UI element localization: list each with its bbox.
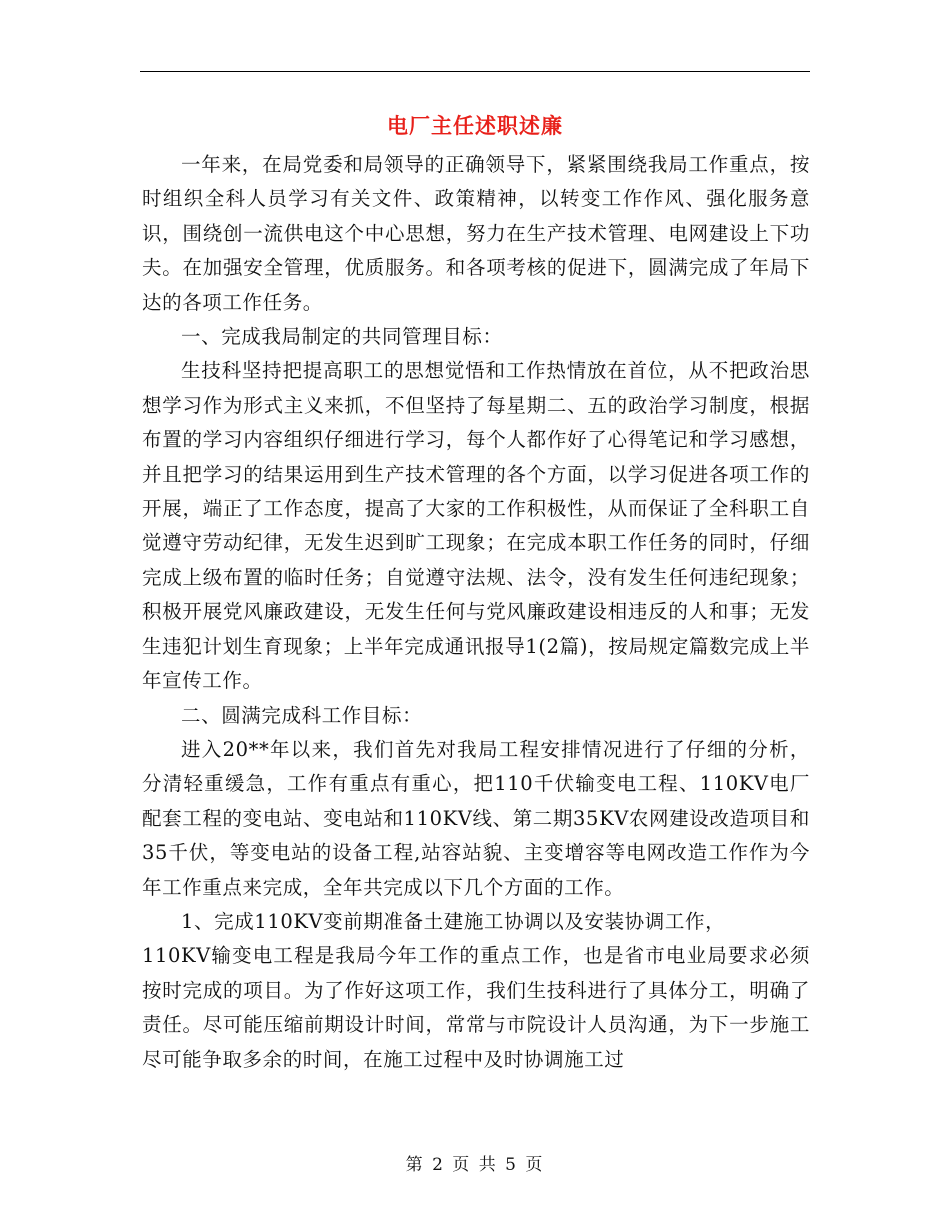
section-heading-1: 一、完成我局制定的共同管理目标： <box>181 325 503 349</box>
page-number: 第 2 页 共 5 页 <box>405 1155 545 1175</box>
paragraph-subsection-1: 110KV输变电工程是我局今年工作的重点工作，也是省市电业局要求必须按时完成的项目。为了作好这项工作，我们生技科进行了具体分工，明确了责任。尽可能压缩前期设计时间，常常与市院设计人员沟通，为下一步施工尽可能争取多余的时间，在施工过程中及时协调施工过 <box>142 944 810 1071</box>
subsection-heading-1: 1、完成110KV变前期准备土建施工协调以及安装协调工作， <box>181 909 726 933</box>
section-heading-2: 二、圆满完成科工作目标： <box>181 703 423 727</box>
paragraph-intro: 一年来，在局党委和局领导的正确领导下，紧紧围绕我局工作重点，按时组织全科人员学习有关文件、政策精神，以转变工作作风、强化服务意识，围绕创一流供电这个中心思想，努力在生产技术管理、电网建设上下功夫。在加强安全管理，优质服务。和各项考核的促进下，圆满完成了年局下达的各项工作任务。 <box>142 153 810 314</box>
paragraph-section-2: 进入20**年以来，我们首先对我局工程安排情况进行了仔细的分析，分清轻重缓急，工作有重点有重心，把110千伏输变电工程、110KV电厂配套工程的变电站、变电站和110KV线、第二期35KV农网建设改造项目和35千伏，等变电站的设备工程,站容站貌、主变增容等电网改造工作作为今年工作重点来完成，全年共完成以下几个方面的工作。 <box>142 737 810 899</box>
document-title: 电厂主任述职述廉 <box>387 113 563 138</box>
document-body <box>142 148 810 1077</box>
paragraph-section-1: 生技科坚持把提高职工的思想觉悟和工作热情放在首位，从不把政治思想学习作为形式主义来抓，不但坚持了每星期二、五的政治学习制度，根据布置的学习内容组织仔细进行学习，每个人都作好了心得笔记和学习感想，并且把学习的结果运用到生产技术管理的各个方面，以学习促进各项工作的开展，端正了工作态度，提高了大家的工作积极性，从而保证了全科职工自觉遵守劳动纪律，无发生迟到旷工现象；在完成本职工作任务的同时，仔细完成上级布置的临时任务；自觉遵守法规、法令，没有发生任何违纪现象；积极开展党风廉政建设，无发生任何与党风廉政建设相违反的人和事；无发生违犯计划生育现象；上半年完成通讯报导1(2篇)，按局规定篇数完成上半年宣传工作。 <box>142 359 810 693</box>
header-rule <box>140 71 810 72</box>
